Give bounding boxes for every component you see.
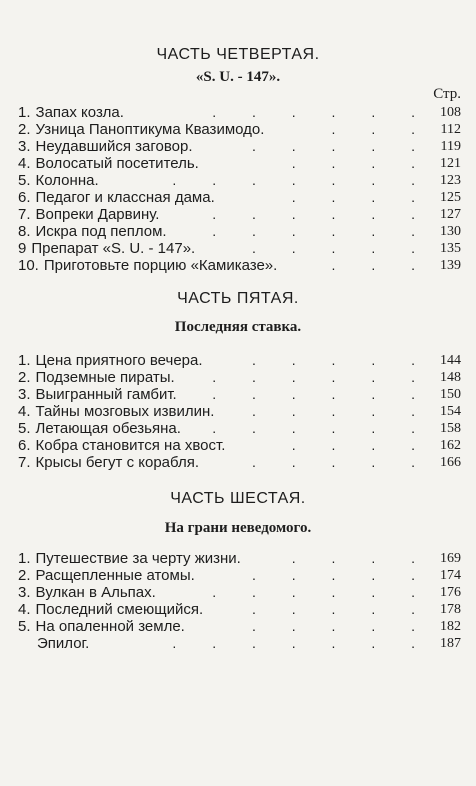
toc-entry-page-number: 182 [440, 619, 461, 634]
toc-entry [18, 550, 461, 567]
toc-entry-leader-dots: . . . . . [251, 352, 431, 368]
toc-entry-page-number: 176 [440, 585, 461, 600]
toc-entry-title: Волосатый посетитель. [35, 155, 199, 172]
toc-entry [18, 155, 461, 172]
toc-entry-title: Путешествие за черту жизни. [35, 550, 241, 567]
toc-entry-page-number: 119 [440, 139, 461, 154]
toc-entry-leader-dots: . . . . . [251, 403, 431, 419]
toc-entry-title: На опаленной земле. [35, 618, 185, 635]
toc-entry-leader-dots: . . . . . [251, 240, 431, 256]
toc-entry-title: Запах козла. [35, 104, 124, 121]
toc-entry [18, 352, 461, 369]
toc-entry-title: Неудавшийся заговор. [35, 138, 193, 155]
toc-entry [18, 403, 461, 420]
toc-entry-page-number: 125 [440, 190, 461, 205]
toc-entry [18, 386, 461, 403]
toc-entry-leader-dots: . . . . . . [212, 223, 431, 239]
toc-entry-page-number: 174 [440, 568, 461, 583]
toc-entry-title: Педагог и классная дама. [35, 189, 215, 206]
toc-entry [18, 189, 461, 206]
toc-entry [18, 437, 461, 454]
toc-entry-page-number: 178 [440, 602, 461, 617]
toc-entry [18, 206, 461, 223]
toc-entry [18, 454, 461, 471]
toc-entry-number: 3. [18, 386, 31, 403]
toc-entry-title: Крысы бегут с корабля. [35, 454, 199, 471]
toc-entry-title: Вопреки Дарвину. [35, 206, 160, 223]
toc-entry-number: 4. [18, 155, 31, 172]
toc-entry-title: Колонна. [35, 172, 99, 189]
toc-entry-page-number: 121 [440, 156, 461, 171]
toc-entry-leader-dots: . . . . . . [212, 104, 431, 120]
toc-entry-leader-dots: . . . . [291, 189, 431, 205]
toc-entry-title: Кобра становится на хвост. [35, 437, 226, 454]
toc-entry-leader-dots: . . . . . . [212, 386, 431, 402]
toc-entry [18, 223, 461, 240]
toc-entry-page-number: 130 [440, 224, 461, 239]
toc-entry-page-number: 123 [440, 173, 461, 188]
toc-entry-leader-dots: . . . [331, 121, 431, 137]
toc-entry-title: Препарат «S. U. - 147». [31, 240, 196, 257]
part-four-toc [18, 104, 461, 274]
toc-entry [18, 584, 461, 601]
toc-entry-title: Летающая обезьяна. [35, 420, 181, 437]
toc-entry-title: Узница Паноптикума Квазимодо. [35, 121, 265, 138]
toc-entry-number: 5. [18, 420, 31, 437]
toc-entry-leader-dots: . . . . . [251, 601, 431, 617]
toc-entry-page-number: 150 [440, 387, 461, 402]
toc-entry-leader-dots: . . . . [291, 437, 431, 453]
toc-entry-page-number: 166 [440, 455, 461, 470]
toc-entry [18, 172, 461, 189]
toc-entry-number: 4. [18, 403, 31, 420]
toc-entry-number: 9 [18, 240, 27, 257]
toc-entry [18, 138, 461, 155]
toc-entry-leader-dots: . . . . . . . [172, 172, 431, 188]
toc-entry-title: Искра под пеплом. [35, 223, 167, 240]
toc-entry-title: Цена приятного вечера. [35, 352, 203, 369]
toc-entry-number: 2. [18, 369, 31, 386]
toc-entry [18, 104, 461, 121]
toc-entry-page-number: 139 [440, 258, 461, 273]
toc-entry-page-number: 148 [440, 370, 461, 385]
toc-entry-page-number: 187 [440, 636, 461, 651]
toc-entry-page-number: 127 [440, 207, 461, 222]
toc-entry [18, 369, 461, 386]
part-four-title: ЧАСТЬ ЧЕТВЕРТАЯ. [156, 46, 320, 63]
toc-entry [18, 601, 461, 618]
page-column-label: Стр. [433, 86, 461, 102]
toc-entry-number: 5. [18, 172, 31, 189]
toc-entry-page-number: 108 [440, 105, 461, 120]
part-five-subtitle: Последняя ставка. [174, 319, 302, 335]
toc-entry-leader-dots: . . . . . [251, 454, 431, 470]
toc-entry-leader-dots: . . . [331, 257, 431, 273]
toc-entry-leader-dots: . . . . . . [212, 584, 431, 600]
part-four-subtitle: «S. U. - 147». [195, 69, 281, 85]
toc-entry-leader-dots: . . . . [291, 550, 431, 566]
toc-entry [18, 635, 461, 652]
toc-entry [18, 618, 461, 635]
toc-entry-title: Подземные пираты. [35, 369, 175, 386]
part-five-title: ЧАСТЬ ПЯТАЯ. [177, 290, 299, 307]
toc-entry-number: 6. [18, 189, 31, 206]
toc-entry-page-number: 169 [440, 551, 461, 566]
toc-entry-number: 3. [18, 584, 31, 601]
toc-entry-title: Эпилог. [37, 635, 90, 652]
toc-entry [18, 240, 461, 257]
toc-entry-page-number: 154 [440, 404, 461, 419]
toc-entry-leader-dots: . . . . . [251, 567, 431, 583]
toc-entry-page-number: 135 [440, 241, 461, 256]
toc-entry-leader-dots: . . . . [291, 155, 431, 171]
toc-entry-number: 7. [18, 206, 31, 223]
toc-entry-number: 8. [18, 223, 31, 240]
toc-entry-leader-dots: . . . . . [251, 138, 431, 154]
toc-entry [18, 257, 461, 274]
toc-entry-leader-dots: . . . . . . [212, 420, 431, 436]
toc-entry-title: Приготовьте порцию «Камиказе». [43, 257, 278, 274]
toc-entry-number: 1. [18, 352, 31, 369]
toc-entry-page-number: 162 [440, 438, 461, 453]
part-five-toc [18, 352, 461, 471]
toc-entry-page-number: 158 [440, 421, 461, 436]
toc-entry-number: 2. [18, 567, 31, 584]
toc-entry-page-number: 112 [440, 122, 461, 137]
part-six-subtitle: На грани неведомого. [164, 520, 312, 536]
toc-entry-leader-dots: . . . . . [251, 618, 431, 634]
toc-entry-number: 6. [18, 437, 31, 454]
toc-entry-leader-dots: . . . . . . [212, 369, 431, 385]
toc-entry [18, 121, 461, 138]
toc-entry-title: Последний смеющийся. [35, 601, 204, 618]
toc-entry-leader-dots: . . . . . . . [172, 635, 431, 651]
toc-entry-number: 5. [18, 618, 31, 635]
toc-entry-number: 10. [18, 257, 39, 274]
toc-entry-number: 3. [18, 138, 31, 155]
toc-entry-title: Вулкан в Альпах. [35, 584, 156, 601]
toc-entry-number: 2. [18, 121, 31, 138]
toc-entry-number: 1. [18, 104, 31, 121]
toc-entry-page-number: 144 [440, 353, 461, 368]
toc-entry [18, 567, 461, 584]
toc-entry-title: Расщепленные атомы. [35, 567, 195, 584]
toc-entry-leader-dots: . . . . . . [212, 206, 431, 222]
part-six-toc [18, 550, 461, 652]
toc-entry-number: 4. [18, 601, 31, 618]
toc-entry-title: Выигранный гамбит. [35, 386, 177, 403]
toc-entry-number: 7. [18, 454, 31, 471]
toc-entry-title: Тайны мозговых извилин. [35, 403, 215, 420]
part-six-title: ЧАСТЬ ШЕСТАЯ. [170, 490, 306, 507]
toc-entry [18, 420, 461, 437]
toc-entry-number: 1. [18, 550, 31, 567]
